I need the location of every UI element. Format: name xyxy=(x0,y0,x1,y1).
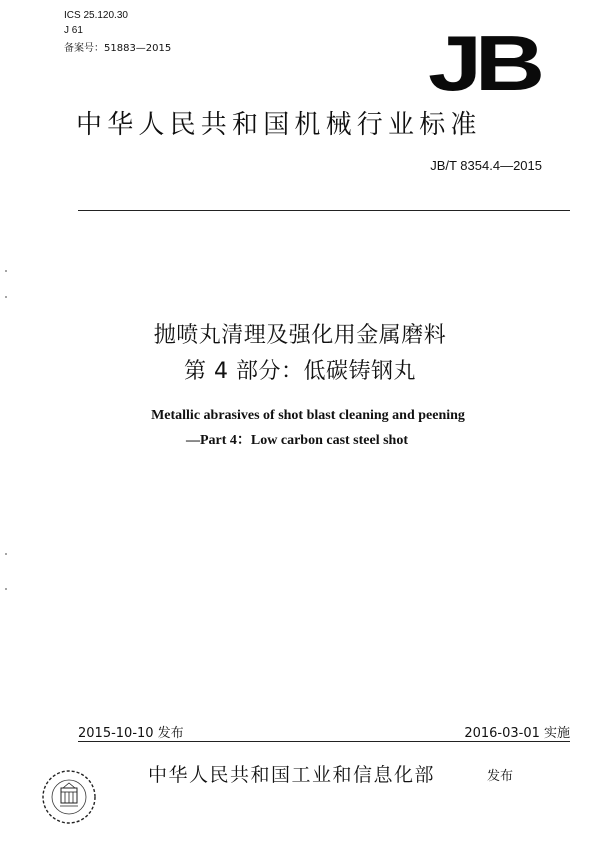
issuing-label: 发布 xyxy=(487,769,514,784)
ministry-seal-icon xyxy=(40,768,98,826)
scan-speck xyxy=(5,553,7,555)
standard-number: JB/T 8354.4—2015 xyxy=(430,158,542,173)
jb-logo: JB xyxy=(428,19,538,107)
standard-category-title: 中华人民共和国机械行业标准 xyxy=(76,110,482,140)
implementation-date: 2016-03-01 实施 xyxy=(464,726,570,741)
issuing-authority: 中华人民共和国工业和信息化部 xyxy=(148,764,436,786)
scan-speck xyxy=(5,296,7,298)
issue-date: 2015-10-10 发布 xyxy=(78,726,184,741)
chinese-title-line-1: 抛喷丸清理及强化用金属磨料 xyxy=(153,323,447,348)
chinese-title-line-2: 第 4 部分：低碳铸钢丸 xyxy=(184,359,416,384)
ics-code: ICS 25.120.30 xyxy=(64,10,128,21)
english-title-line-2: —Part 4：Low carbon cast steel shot xyxy=(185,433,409,448)
bottom-divider xyxy=(78,741,570,742)
english-title-line-1: Metallic abrasives of shot blast cleaning and peening xyxy=(151,408,465,423)
scan-speck xyxy=(5,588,7,590)
scan-speck xyxy=(5,270,7,272)
top-divider xyxy=(78,210,570,211)
classification-code: J 61 xyxy=(64,25,83,36)
record-number: 备案号：51883—2015 xyxy=(64,43,172,54)
